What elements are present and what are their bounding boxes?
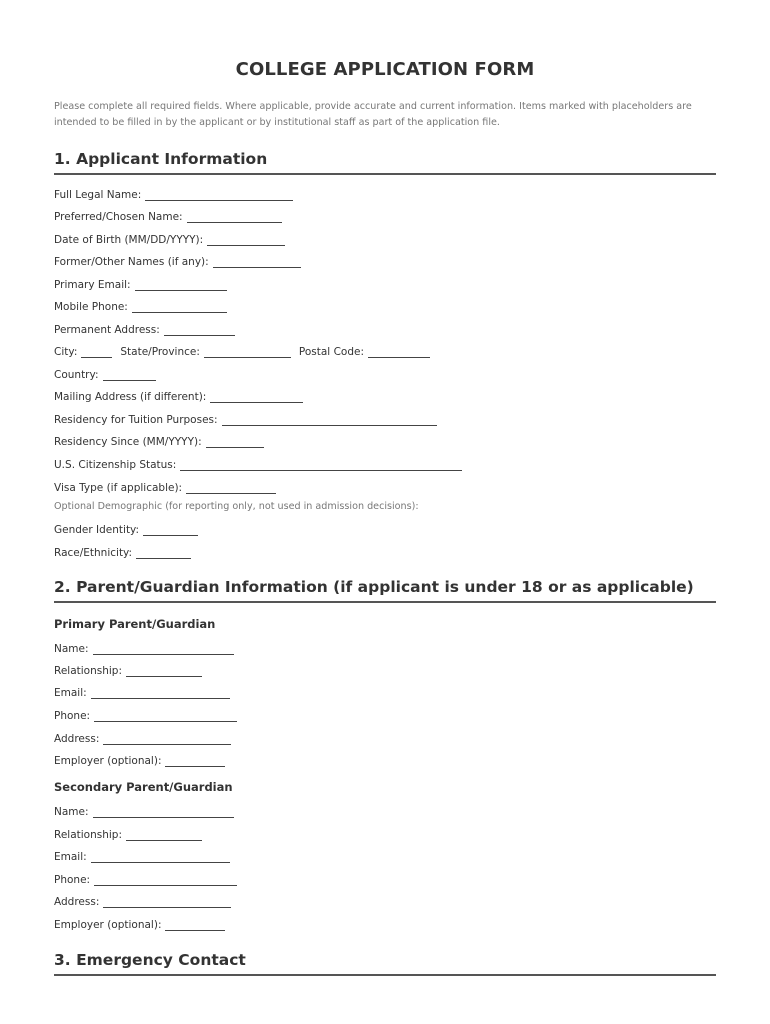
field-label: Gender Identity: bbox=[54, 524, 140, 536]
race-input-line[interactable] bbox=[136, 558, 191, 559]
field-label: Visa Type (if applicable): bbox=[54, 482, 183, 494]
primary-address-input-line[interactable] bbox=[103, 744, 231, 745]
field-label: Relationship: bbox=[54, 829, 122, 841]
email-input-line[interactable] bbox=[135, 290, 227, 291]
field-label: Full Legal Name: bbox=[54, 189, 142, 201]
field-former-names bbox=[54, 253, 301, 269]
field-primary-phone bbox=[54, 707, 237, 723]
section-guardian-heading: 2. Parent/Guardian Information (if applicant is under 18 or as applicable) bbox=[54, 578, 716, 603]
field-label: Primary Email: bbox=[54, 279, 131, 291]
full-name-input-line[interactable] bbox=[145, 200, 293, 201]
primary-email-input-line[interactable] bbox=[91, 698, 230, 699]
field-secondary-address bbox=[54, 893, 231, 909]
field-label: Phone: bbox=[54, 710, 91, 722]
field-label: Name: bbox=[54, 643, 89, 655]
form-title: COLLEGE APPLICATION FORM bbox=[235, 59, 535, 80]
primary-relationship-input-line[interactable] bbox=[126, 676, 202, 677]
citizenship-input-line[interactable] bbox=[180, 470, 462, 471]
preferred-name-input-line[interactable] bbox=[187, 222, 282, 223]
field-residency-since bbox=[54, 433, 264, 449]
gender-input-line[interactable] bbox=[143, 535, 198, 536]
field-full-name bbox=[54, 186, 293, 202]
field-country bbox=[54, 366, 156, 382]
primary-guardian-heading: Primary Parent/Guardian bbox=[54, 617, 216, 631]
country-input-line[interactable] bbox=[103, 380, 156, 381]
field-label: Country: bbox=[54, 369, 99, 381]
secondary-relationship-input-line[interactable] bbox=[126, 840, 202, 841]
secondary-email-input-line[interactable] bbox=[91, 862, 230, 863]
primary-name-input-line[interactable] bbox=[93, 654, 234, 655]
field-permanent-address bbox=[54, 321, 235, 337]
field-secondary-name bbox=[54, 803, 234, 819]
field-label: Employer (optional): bbox=[54, 919, 162, 931]
field-primary-email bbox=[54, 276, 227, 292]
field-label: Date of Birth (MM/DD/YYYY): bbox=[54, 234, 204, 246]
field-label: U.S. Citizenship Status: bbox=[54, 459, 177, 471]
field-primary-relationship bbox=[54, 662, 202, 678]
field-visa-type bbox=[54, 479, 276, 495]
field-label: City: bbox=[54, 346, 78, 358]
secondary-phone-input-line[interactable] bbox=[94, 885, 237, 886]
postal-input-line[interactable] bbox=[368, 357, 430, 358]
field-label: Mailing Address (if different): bbox=[54, 391, 207, 403]
field-label: Permanent Address: bbox=[54, 324, 160, 336]
field-secondary-employer bbox=[54, 916, 225, 932]
demographic-note: Optional Demographic (for reporting only, not used in admission decisions): bbox=[54, 501, 419, 512]
field-mobile-phone bbox=[54, 298, 227, 314]
field-primary-name bbox=[54, 640, 234, 656]
field-label: State/Province: bbox=[120, 346, 200, 358]
field-label: Preferred/Chosen Name: bbox=[54, 211, 183, 223]
field-label: Mobile Phone: bbox=[54, 301, 128, 313]
former-names-input-line[interactable] bbox=[213, 267, 301, 268]
field-label: Relationship: bbox=[54, 665, 122, 677]
primary-phone-input-line[interactable] bbox=[94, 721, 237, 722]
mobile-input-line[interactable] bbox=[132, 312, 227, 313]
field-label: Former/Other Names (if any): bbox=[54, 256, 209, 268]
field-label: Name: bbox=[54, 806, 89, 818]
state-input-line[interactable] bbox=[204, 357, 291, 358]
field-city-state-postal bbox=[54, 343, 430, 359]
field-primary-address bbox=[54, 730, 231, 746]
primary-employer-input-line[interactable] bbox=[165, 766, 225, 767]
form-instructions: Please complete all required fields. Where applicable, provide accurate and current information. Items marked with placeholders are intended to be filled in by the applicant or by institutional staff as part of the application file. bbox=[54, 101, 692, 128]
residency-input-line[interactable] bbox=[222, 425, 437, 426]
field-race-ethnicity bbox=[54, 544, 191, 560]
address-input-line[interactable] bbox=[164, 335, 235, 336]
field-preferred-name bbox=[54, 208, 282, 224]
field-secondary-relationship bbox=[54, 826, 202, 842]
field-label: Race/Ethnicity: bbox=[54, 547, 133, 559]
city-input-line[interactable] bbox=[81, 357, 112, 358]
field-primary-email bbox=[54, 684, 230, 700]
secondary-name-input-line[interactable] bbox=[93, 817, 234, 818]
field-label: Residency Since (MM/YYYY): bbox=[54, 436, 202, 448]
section-applicant-heading: 1. Applicant Information bbox=[54, 150, 716, 175]
dob-input-line[interactable] bbox=[207, 245, 285, 246]
field-primary-employer bbox=[54, 752, 225, 768]
field-label: Address: bbox=[54, 733, 100, 745]
field-label: Residency for Tuition Purposes: bbox=[54, 414, 218, 426]
field-label: Email: bbox=[54, 687, 87, 699]
section-emergency-heading: 3. Emergency Contact bbox=[54, 951, 716, 976]
visa-input-line[interactable] bbox=[186, 493, 276, 494]
field-secondary-email bbox=[54, 848, 230, 864]
field-citizenship bbox=[54, 456, 462, 472]
residency-since-input-line[interactable] bbox=[206, 447, 264, 448]
field-date-of-birth bbox=[54, 231, 285, 247]
field-mailing-address bbox=[54, 388, 303, 404]
field-residency bbox=[54, 411, 437, 427]
field-gender bbox=[54, 521, 198, 537]
field-label: Postal Code: bbox=[298, 346, 364, 358]
field-label: Phone: bbox=[54, 874, 91, 886]
field-label: Address: bbox=[54, 896, 100, 908]
mailing-input-line[interactable] bbox=[210, 402, 303, 403]
secondary-employer-input-line[interactable] bbox=[165, 930, 225, 931]
secondary-guardian-heading: Secondary Parent/Guardian bbox=[54, 780, 233, 794]
field-secondary-phone bbox=[54, 871, 237, 887]
secondary-address-input-line[interactable] bbox=[103, 907, 231, 908]
field-label: Employer (optional): bbox=[54, 755, 162, 767]
field-label: Email: bbox=[54, 851, 87, 863]
